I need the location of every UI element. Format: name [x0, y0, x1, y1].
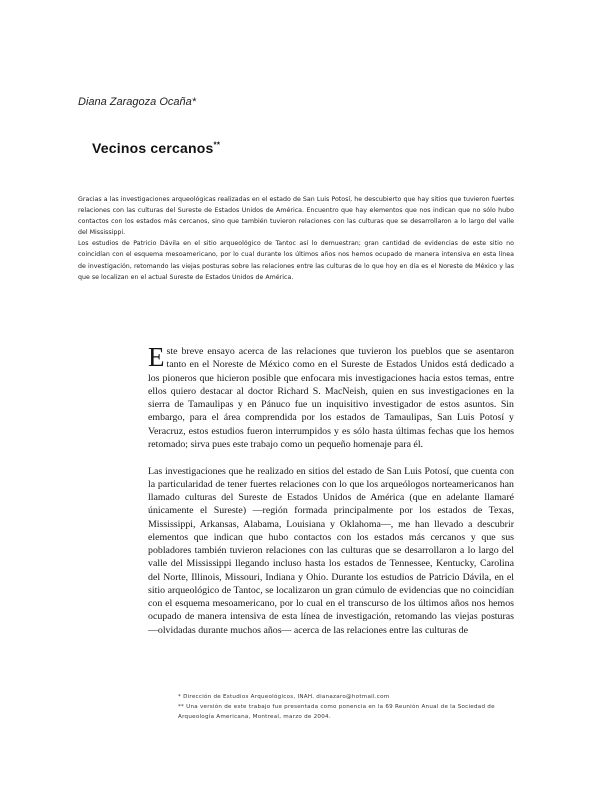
author-name: Diana Zaragoza Ocaña* — [78, 96, 197, 108]
footnote-title-note: ** Una versión de este trabajo fue presentada como ponencia en la 69 Reunión Anual de la Sociedad de Arqueología Americana, Montreal, marzo de 2004. — [178, 704, 495, 721]
body-paragraph-1 — [148, 342, 514, 451]
title-footnote-mark: ** — [213, 140, 221, 150]
drop-cap: E — [148, 342, 165, 372]
abstract-paragraph-1: Gracias a las investigaciones arqueológicas realizadas en el estado de San Luis Potosí, he descubierto que hay sitios que tuvieron fuertes relaciones con las culturas del Sureste de Estados Unidos de América. Encuentro que hay elementos que nos indican que no sólo hubo contactos con los estados más cercanos, sino que también tuvieron relaciones con las culturas que se desarrollaron a lo largo del valle del Mississippi. — [78, 196, 514, 237]
footnote-author-affiliation: * Dirección de Estudios Arqueológicos, INAH. dianazaro@hotmail.com — [178, 694, 390, 700]
article-title — [92, 140, 220, 156]
article-body — [148, 342, 514, 637]
title-text: Vecinos cercanos — [92, 140, 214, 156]
body-paragraph-2: Las investigaciones que he realizado en sitios del estado de San Luis Potosí, que cuenta con la particularidad de tener fuertes relaciones con lo que los arqueólogos norteamericanos han llamado culturas del Sureste de Estados Unidos de América (que en adelante llamaré únicamente el Sureste) —región formada principalmente por los estados de Texas, Mississippi, Arkansas, Alabama, Louisiana y Oklahoma—, me han llevado a descubrir elementos que indican que hubo contactos con los estados más cercanos y que sus pobladores también tuvieron relaciones con las culturas que se desarrollaron a lo largo del valle del Mississippi llegando incluso hasta los estados de Tennessee, Kentucky, Carolina del Norte, Illinois, Missouri, Indiana y Ohio. Durante los estudios de Patricio Dávila, en el sitio arqueológico de Tantoc, se localizaron un gran cúmulo de evidencias que no coincidían con el esquema mesoamericano, por lo cual en el transcurso de los últimos años nos hemos ocupado de manera intensiva de esta línea de investigación, retomando las viejas posturas —olvidadas durante muchos años— acerca de las relaciones entre las culturas de — [148, 465, 514, 636]
abstract-paragraph-2: Los estudios de Patricio Dávila en el sitio arqueológico de Tantoc así lo demuestran; gran cantidad de evidencias de este sitio no coincidían con el esquema mesoamericano, por lo cual durante los últimos años nos hemos ocupado de manera intensiva en esta línea de investigación, retomando las viejas posturas sobre las relaciones entre las culturas de lo que hoy en día es el Noreste de México y las que se localizan en el actual Sureste de Estados Unidos de América. — [78, 240, 514, 281]
footnotes — [178, 692, 518, 723]
body-paragraph-1-text: ste breve ensayo acerca de las relaciones que tuvieron los pueblos que se asentaron tanto en el Noreste de México como en el Sureste de Estados Unidos está dedicado a los pioneros que hicieron posible que enfocara mis investigaciones hacia estos temas, entre ellos quiero destacar al doctor Richard S. MacNeish, quien en sus investigaciones en la sierra de Tamaulipas y en Pánuco fue un inquisitivo investigador de estos asuntos. Sin embargo, para el área comprendida por los estados de Tamaulipas, San Luis Potosí y Veracruz, estos estudios fueron interrumpidos y es sólo hasta últimas fechas que los hemos retomado; sirva pues este trabajo como un pequeño homenaje para él. — [148, 346, 514, 450]
abstract — [78, 194, 514, 283]
